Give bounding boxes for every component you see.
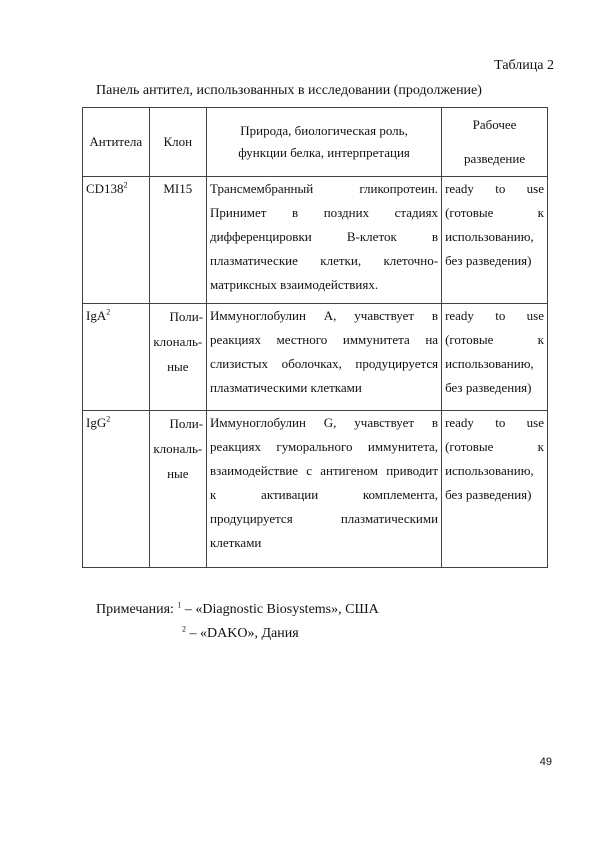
nature-line: реакциях местного иммунитета на — [210, 332, 439, 347]
cell-dilution — [442, 411, 548, 568]
nature-line: реакциях гуморального иммунитета, — [210, 439, 439, 454]
notes — [96, 598, 379, 646]
clone-line: клональ- — [153, 441, 203, 456]
nature-line: Иммуноглобулин G, учавствует в — [210, 415, 439, 430]
cell-dilution — [442, 177, 548, 304]
note-1-marker: 1 — [177, 600, 182, 610]
header-clone: Клон — [149, 108, 206, 177]
nature-line: Иммуноглобулин А, учавствует в — [210, 308, 439, 323]
cell-clone — [149, 411, 206, 568]
cell-clone — [149, 177, 206, 304]
nature-line: Трансмембранный гликопротеин. — [210, 181, 439, 196]
clone-line: ные — [167, 359, 189, 374]
table-header-row — [83, 108, 548, 177]
note-2-marker: 2 — [182, 624, 186, 634]
cell-antibody — [83, 411, 150, 568]
table-row — [83, 411, 548, 568]
nature-line: матриксных взаимодействиях. — [210, 277, 379, 292]
note-2 — [96, 622, 379, 646]
dilution-line: использованию, — [445, 229, 534, 244]
cell-antibody — [83, 304, 150, 411]
dilution-line: ready to use — [445, 181, 544, 196]
dilution-line: без разведения) — [445, 487, 532, 502]
nature-line: дифференцировки В-клеток в — [210, 229, 439, 244]
dilution-line: ready to use — [445, 415, 544, 430]
nature-line: взаимодействие с антигеном приводит — [210, 463, 439, 478]
dilution-line: использованию, — [445, 356, 534, 371]
notes-label: Примечания: — [96, 602, 174, 617]
note-2-text: – «DAKO», Дания — [186, 626, 299, 641]
dilution-line: (готовые к — [445, 205, 544, 220]
page-number: 49 — [539, 756, 552, 768]
header-nature-line: Природа, биологическая роль, — [240, 123, 408, 138]
header-antibody: Антитела — [83, 108, 150, 177]
dilution-line: ready to use — [445, 308, 544, 323]
antibody-source-marker: 2 — [106, 307, 111, 317]
dilution-line: (готовые к — [445, 439, 544, 454]
header-nature — [207, 108, 442, 177]
table-caption: Панель антител, использованных в исследовании (продолжение) — [96, 83, 482, 98]
antibody-name: IgA — [86, 308, 107, 323]
cell-nature — [207, 304, 442, 411]
dilution-line: использованию, — [445, 463, 534, 478]
cell-nature — [207, 411, 442, 568]
clone-line: клональ- — [153, 334, 203, 349]
header-dilution — [442, 108, 548, 177]
clone-line: MI15 — [163, 181, 193, 196]
dilution-line: (готовые к — [445, 332, 544, 347]
antibody-panel-table — [82, 107, 548, 568]
nature-line: Принимет в поздних стадиях — [210, 205, 439, 220]
nature-line: слизистых оболочках, продуцируется — [210, 356, 439, 371]
clone-line: Поли- — [169, 416, 204, 431]
antibody-name: IgG — [86, 415, 107, 430]
antibody-source-marker: 2 — [106, 414, 111, 424]
dilution-line: без разведения) — [445, 380, 532, 395]
nature-line: продуцируется плазматическими — [210, 511, 439, 526]
cell-dilution — [442, 304, 548, 411]
table-number: Таблица 2 — [494, 58, 554, 73]
cell-nature — [207, 177, 442, 304]
note-1 — [96, 598, 379, 622]
cell-clone — [149, 304, 206, 411]
note-1-text: – «Diagnostic Biosystems», США — [181, 602, 379, 617]
antibody-source-marker: 2 — [123, 180, 128, 190]
dilution-line: без разведения) — [445, 253, 532, 268]
nature-line: клетками — [210, 535, 262, 550]
clone-line: Поли- — [169, 309, 204, 324]
antibody-name: CD138 — [86, 181, 124, 196]
header-dilution-line: Рабочее — [472, 117, 517, 132]
header-dilution-line: разведение — [463, 151, 526, 166]
table-row — [83, 177, 548, 304]
header-nature-line: функции белка, интерпретация — [238, 145, 410, 160]
clone-line: ные — [167, 466, 189, 481]
table-row — [83, 304, 548, 411]
cell-antibody — [83, 177, 150, 304]
nature-line: к активации комплемента, — [210, 487, 439, 502]
nature-line: плазматические клетки, клеточно- — [210, 253, 439, 268]
nature-line: плазматическими клетками — [210, 380, 362, 395]
